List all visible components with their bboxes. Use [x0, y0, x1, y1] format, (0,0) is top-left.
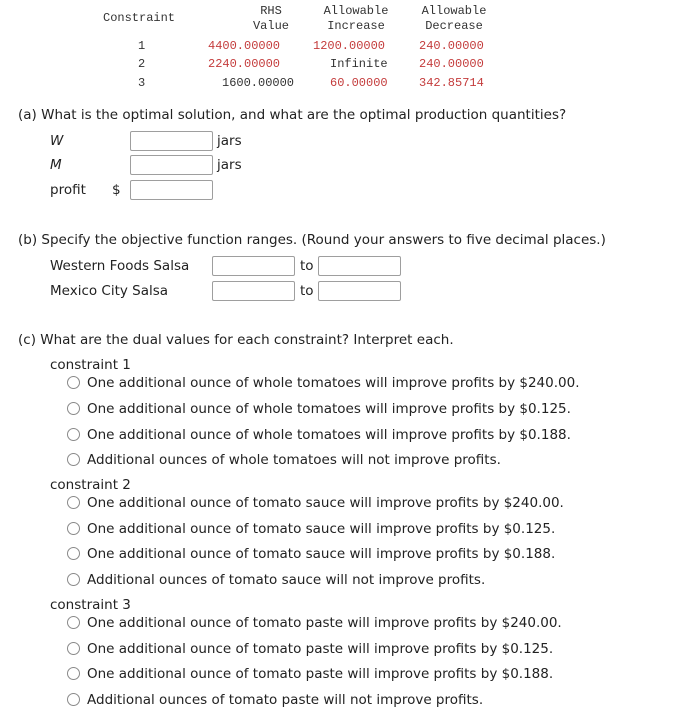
label-profit: profit — [50, 182, 86, 198]
question-b: (b) Specify the objective function ranges. (Round your answers to five decimal places.) — [18, 232, 606, 248]
question-c: (c) What are the dual values for each constraint? Interpret each. — [18, 332, 454, 348]
constraint-2-option-2-radio[interactable] — [67, 522, 80, 535]
western-upper-input[interactable] — [318, 256, 401, 276]
header-allowable-decrease: Allowable Decrease — [421, 4, 487, 33]
constraint-1-option-2-radio[interactable] — [67, 402, 80, 415]
western-lower-input[interactable] — [212, 256, 295, 276]
w-input[interactable] — [130, 131, 213, 151]
constraint-2-option-1-radio[interactable] — [67, 496, 80, 509]
constraint-3-option-2-radio[interactable] — [67, 642, 80, 655]
question-a: (a) What is the optimal solution, and what are the optimal production quantities? — [18, 107, 567, 123]
constraint-1-option-4-radio[interactable] — [67, 453, 80, 466]
row-1-decrease: 240.00000 — [419, 39, 484, 53]
header-allowable-increase: Allowable Increase — [323, 4, 389, 33]
profit-input[interactable] — [130, 180, 213, 200]
constraint-3-option-4-radio[interactable] — [67, 693, 80, 706]
constraint-3-option-4-label[interactable]: Additional ounces of tomato paste will not improve profits. — [87, 692, 484, 708]
to-label-western: to — [300, 258, 314, 274]
label-mexico-city-salsa: Mexico City Salsa — [50, 283, 169, 299]
row-3-rhs: 1600.00000 — [222, 76, 295, 90]
constraint-3-option-2-label[interactable]: One additional ounce of tomato paste will improve profits by $0.125. — [87, 641, 554, 657]
label-western-foods-salsa: Western Foods Salsa — [50, 258, 190, 274]
mexico-lower-input[interactable] — [212, 281, 295, 301]
constraint-3-label: constraint 3 — [50, 597, 131, 613]
row-3-increase: 60.00000 — [330, 76, 388, 90]
row-1-rhs: 4400.00000 — [208, 39, 281, 53]
constraint-2-option-4-label[interactable]: Additional ounces of tomato sauce will not improve profits. — [87, 572, 486, 588]
constraint-3-option-3-radio[interactable] — [67, 667, 80, 680]
label-m: M — [50, 157, 62, 173]
row-2-number: 2 — [138, 57, 146, 71]
constraint-3-option-1-radio[interactable] — [67, 616, 80, 629]
header-rhs: RHS Value — [252, 4, 289, 33]
constraint-1-option-2-label[interactable]: One additional ounce of whole tomatoes will improve profits by $0.125. — [87, 401, 571, 417]
row-2-decrease: 240.00000 — [419, 57, 484, 71]
to-label-mexico: to — [300, 283, 314, 299]
label-w: W — [50, 133, 64, 149]
constraint-2-option-2-label[interactable]: One additional ounce of tomato sauce will improve profits by $0.125. — [87, 521, 556, 537]
row-2-rhs: 2240.00000 — [208, 57, 281, 71]
constraint-3-option-1-label[interactable]: One additional ounce of tomato paste will improve profits by $240.00. — [87, 615, 562, 631]
constraint-1-label: constraint 1 — [50, 357, 131, 373]
header-constraint: Constraint — [103, 11, 176, 25]
row-3-decrease: 342.85714 — [419, 76, 484, 90]
row-1-increase: 1200.00000 — [313, 39, 386, 53]
row-2-increase: Infinite — [330, 57, 388, 71]
constraint-1-option-1-label[interactable]: One additional ounce of whole tomatoes will improve profits by $240.00. — [87, 375, 580, 391]
constraint-2-option-1-label[interactable]: One additional ounce of tomato sauce will improve profits by $240.00. — [87, 495, 564, 511]
unit-jars-w: jars — [217, 133, 242, 149]
row-1-number: 1 — [138, 39, 146, 53]
constraint-2-option-4-radio[interactable] — [67, 573, 80, 586]
dollar-sign: $ — [112, 182, 121, 198]
unit-jars-m: jars — [217, 157, 242, 173]
constraint-1-option-1-radio[interactable] — [67, 376, 80, 389]
constraint-3-option-3-label[interactable]: One additional ounce of tomato paste will improve profits by $0.188. — [87, 666, 554, 682]
constraint-2-option-3-radio[interactable] — [67, 547, 80, 560]
m-input[interactable] — [130, 155, 213, 175]
constraint-1-option-3-radio[interactable] — [67, 428, 80, 441]
constraint-1-option-3-label[interactable]: One additional ounce of whole tomatoes will improve profits by $0.188. — [87, 427, 571, 443]
mexico-upper-input[interactable] — [318, 281, 401, 301]
row-3-number: 3 — [138, 76, 146, 90]
constraint-2-label: constraint 2 — [50, 477, 131, 493]
constraint-2-option-3-label[interactable]: One additional ounce of tomato sauce will improve profits by $0.188. — [87, 546, 556, 562]
constraint-1-option-4-label[interactable]: Additional ounces of whole tomatoes will not improve profits. — [87, 452, 501, 468]
